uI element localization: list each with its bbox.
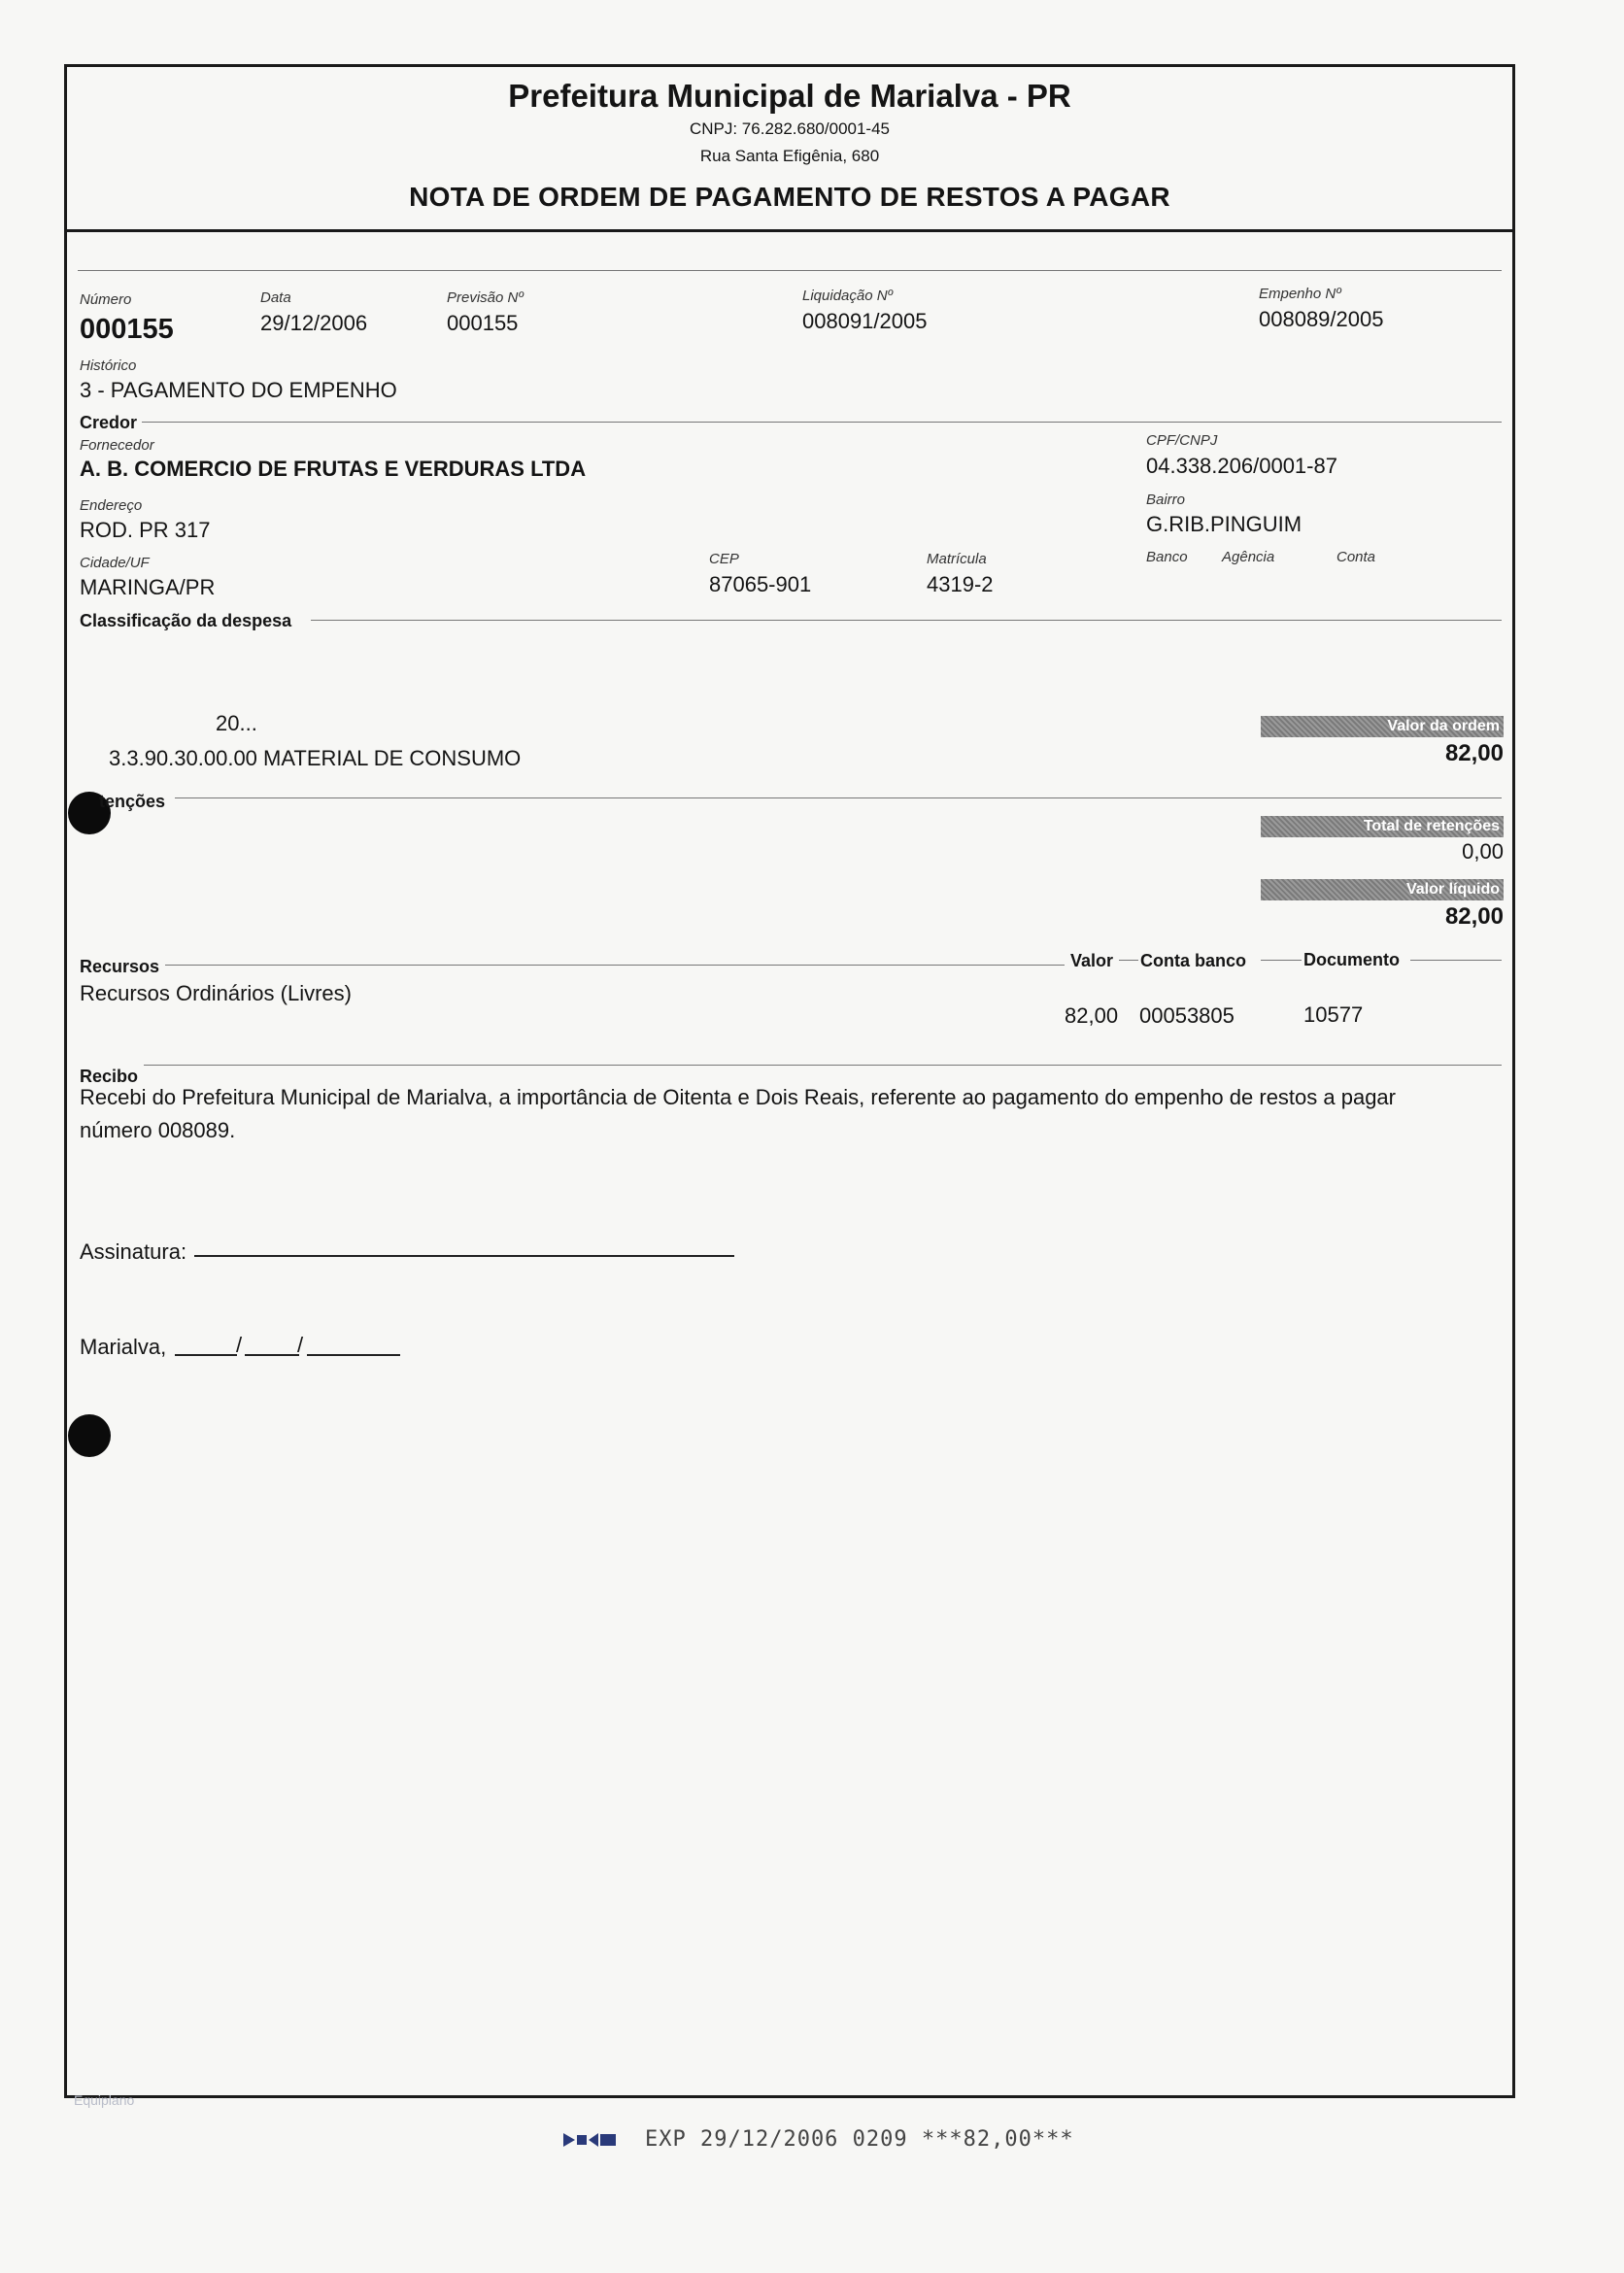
date-day-line: [175, 1354, 237, 1356]
total-retencoes-bar: Total de retenções: [1261, 816, 1504, 837]
historico-label: Histórico: [80, 357, 137, 374]
classificacao-prefix: 20...: [216, 711, 257, 735]
valor-ordem-value: 82,00: [1444, 740, 1504, 766]
previsao-value: 000155: [447, 311, 519, 335]
classificacao-rule: [311, 620, 1502, 621]
classificacao-section-label: Classificação da despesa: [80, 611, 292, 630]
recursos-rule: [165, 965, 1065, 966]
credor-section-label: Credor: [80, 413, 138, 432]
numero-label: Número: [80, 291, 132, 308]
cep-label: CEP: [709, 551, 739, 567]
recursos-valor: 82,00: [1065, 1003, 1119, 1028]
recursos-rule-3: [1261, 960, 1302, 961]
recursos-valor-label: Valor: [1070, 951, 1114, 970]
recibo-rule: [144, 1065, 1502, 1066]
assinatura-line: [194, 1255, 734, 1257]
numero-value: 000155: [80, 314, 174, 345]
empenho-value: 008089/2005: [1259, 307, 1384, 331]
cnpj-line: CNPJ: 76.282.680/0001-45: [689, 119, 891, 138]
matricula-value: 4319-2: [927, 572, 994, 596]
assinatura-label: Assinatura:: [80, 1239, 187, 1264]
recursos-descricao: Recursos Ordinários (Livres): [80, 981, 352, 1005]
recibo-text-line2: número 008089.: [80, 1118, 236, 1142]
local-label: Marialva,: [80, 1335, 167, 1359]
cidade-value: MARINGA/PR: [80, 575, 216, 599]
date-slash-1: /: [236, 1333, 243, 1357]
liquidacao-label: Liquidação Nº: [802, 288, 894, 304]
liquidacao-value: 008091/2005: [802, 309, 928, 333]
conta-label: Conta: [1336, 549, 1376, 565]
data-label: Data: [260, 289, 291, 306]
valor-liquido-value: 82,00: [1444, 903, 1504, 930]
municipality-title: Prefeitura Municipal de Marialva - PR: [508, 78, 1071, 114]
valor-liquido-bar: Valor líquido: [1261, 879, 1504, 900]
document-frame: [64, 64, 1515, 2098]
punch-hole-bottom: [68, 1414, 111, 1457]
recursos-documento-label: Documento: [1303, 950, 1400, 969]
data-value: 29/12/2006: [260, 311, 368, 335]
credor-rule: [142, 422, 1502, 423]
info-top-rule: [78, 270, 1502, 271]
recursos-conta: 00053805: [1139, 1003, 1235, 1028]
date-month-line: [245, 1354, 299, 1356]
empenho-label: Empenho Nº: [1259, 286, 1341, 302]
cpf-value: 04.338.206/0001-87: [1146, 454, 1337, 478]
classificacao-line: 3.3.90.30.00.00 MATERIAL DE CONSUMO: [109, 746, 522, 770]
date-slash-2: /: [297, 1333, 304, 1357]
recursos-documento: 10577: [1303, 1002, 1364, 1027]
recursos-rule-2: [1119, 960, 1138, 961]
cidade-label: Cidade/UF: [80, 555, 150, 571]
retencoes-section-label: tenções: [99, 792, 166, 811]
bank-authentication-stamp: EXP 29/12/2006 0209 ***82,00***: [645, 2127, 1074, 2152]
cep-value: 87065-901: [709, 572, 812, 596]
valor-ordem-bar: Valor da ordem: [1261, 716, 1504, 737]
recibo-text-line1: Recebi do Prefeitura Municipal de Marialva, a importância de Oitenta e Dois Reais, referente ao pagamento do empenho de restos a pagar: [80, 1085, 1396, 1109]
address-line: Rua Santa Efigênia, 680: [699, 147, 880, 165]
banco-label: Banco: [1146, 549, 1188, 565]
document-title: NOTA DE ORDEM DE PAGAMENTO DE RESTOS A PAGAR: [409, 182, 1170, 212]
historico-value: 3 - PAGAMENTO DO EMPENHO: [80, 378, 397, 402]
recursos-conta-label: Conta banco: [1140, 951, 1247, 970]
recursos-section-label: Recursos: [80, 957, 160, 976]
retencoes-rule: [175, 797, 1502, 798]
recursos-rule-4: [1410, 960, 1502, 961]
date-year-line: [307, 1354, 400, 1356]
total-retencoes-value: 0,00: [1462, 839, 1504, 864]
header-divider: [64, 229, 1515, 232]
endereco-label: Endereço: [80, 497, 143, 514]
endereco-value: ROD. PR 317: [80, 518, 211, 542]
cpf-label: CPF/CNPJ: [1146, 432, 1218, 449]
bairro-value: G.RIB.PINGUIM: [1146, 512, 1303, 536]
fornecedor-value: A. B. COMERCIO DE FRUTAS E VERDURAS LTDA: [80, 457, 587, 481]
matricula-label: Matrícula: [927, 551, 987, 567]
bairro-label: Bairro: [1146, 492, 1186, 508]
recibo-section-label: Recibo: [80, 1067, 139, 1086]
bank-logo-icon: [563, 2131, 618, 2149]
software-watermark: Equiplano: [74, 2092, 135, 2108]
previsao-label: Previsão Nº: [447, 289, 524, 306]
fornecedor-label: Fornecedor: [80, 437, 154, 454]
agencia-label: Agência: [1222, 549, 1275, 565]
